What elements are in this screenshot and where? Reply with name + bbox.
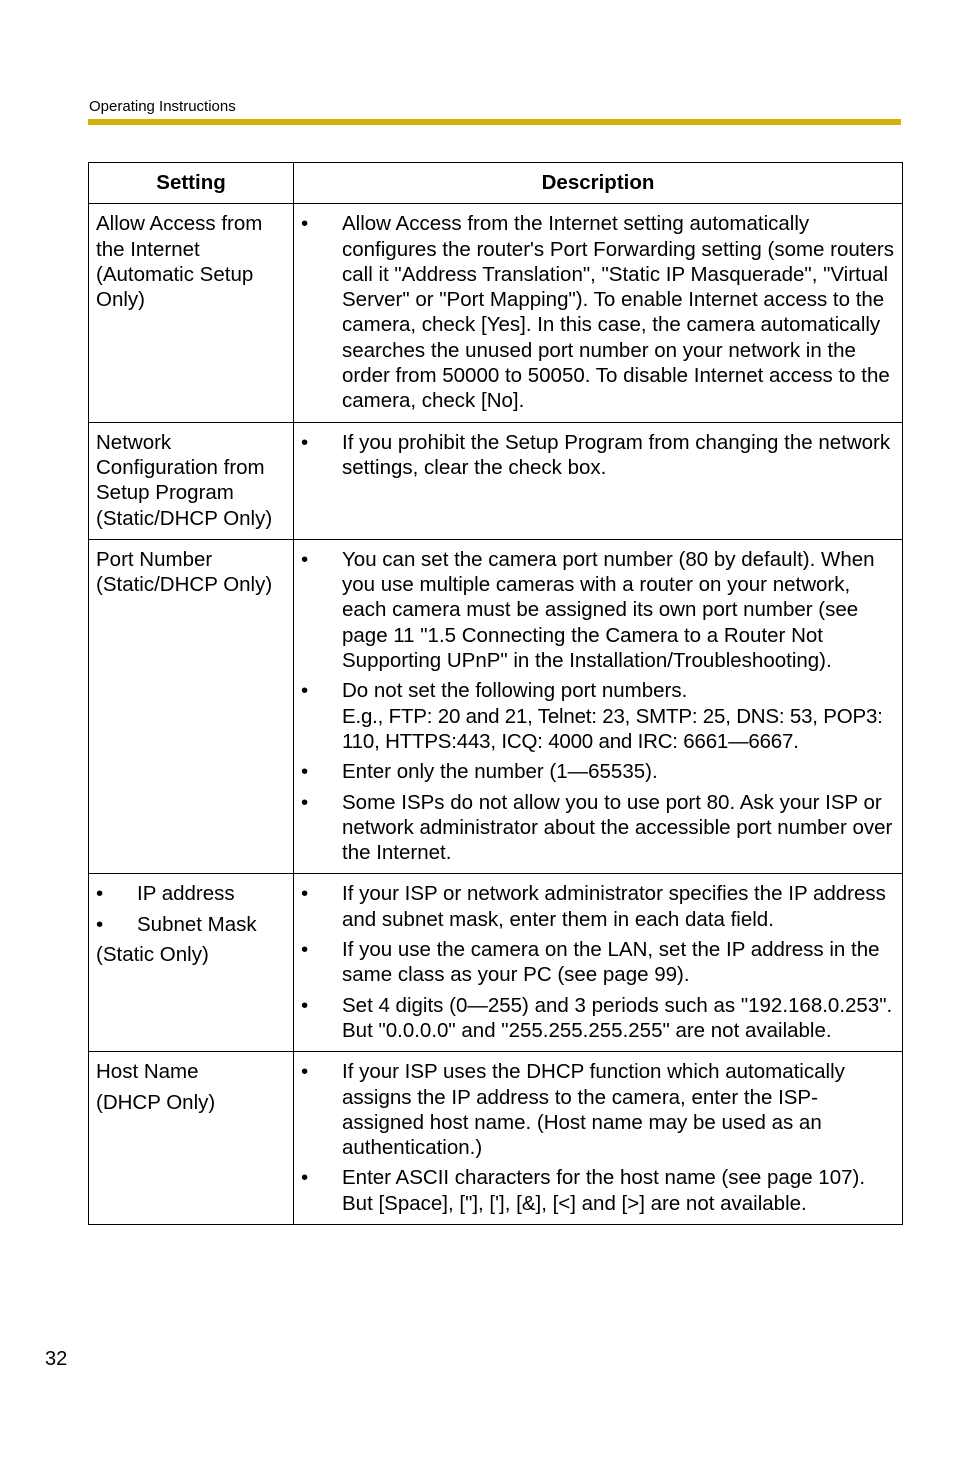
setting-name-line: Network <box>96 430 172 454</box>
bullet-icon: • <box>301 790 309 814</box>
table-row <box>89 1052 903 1225</box>
bullet-icon: • <box>301 938 309 962</box>
description-cell <box>294 422 903 539</box>
setting-list <box>96 881 287 937</box>
setting-name-line: Allow Access from <box>96 212 263 236</box>
description-list <box>301 881 896 1043</box>
setting-name-line: Configuration from <box>96 455 265 479</box>
description-text: Enter only the number (1—65535). <box>342 760 658 784</box>
bullet-icon: • <box>301 1166 309 1190</box>
table-row <box>89 422 903 539</box>
port-example-text: E.g., FTP: 20 and 21, Telnet: 23, SMTP: 25, DNS: 53, POP3: 110, HTTPS:443, ICQ: 4000 and IRC: 6661—6667. <box>342 704 883 753</box>
description-text: Enter ASCII characters for the host name (see page 107). But [Space], ["], ['], [&], [<] and [>] are not available. <box>342 1166 866 1215</box>
setting-note: (DHCP Only) <box>96 1090 216 1114</box>
description-item <box>301 1165 896 1216</box>
description-list <box>301 1059 896 1216</box>
description-cell <box>294 204 903 422</box>
setting-name-line: Host Name <box>96 1060 199 1084</box>
description-list <box>301 430 896 481</box>
description-text: You can set the camera port number (80 by default). When you use multiple cameras with a router on your network, each camera must be assigned its own port number (see page 11 "1.5 Connecting the Camera to a Router Not Supporting UPnP" in the Installation/Troubleshooting). <box>342 547 875 673</box>
setting-list-item <box>96 912 287 937</box>
description-item <box>301 759 896 784</box>
description-text: Allow Access from the Internet setting automatically configures the router's Port Forwarding setting (some routers call it "Address Translation", "Static IP Masquerade", "Virtual Server" or "Port Mapping"). To enable Internet access to the camera, check [Yes]. In this case, the camera automatically searches the unused port number on your network in the order from 50000 to 50050. To disable Internet access to the camera, check [No]. <box>342 212 894 413</box>
description-item <box>301 937 896 988</box>
setting-name-line: the Internet <box>96 237 200 261</box>
bullet-icon: • <box>301 993 309 1017</box>
setting-cell <box>89 1052 294 1225</box>
setting-name-line: Only) <box>96 288 145 312</box>
description-text: Do not set the following port numbers. <box>342 679 688 703</box>
description-text: If your ISP or network administrator specifies the IP address and subnet mask, enter them in each data field. <box>342 882 886 931</box>
header-rule <box>88 119 901 125</box>
bullet-icon: • <box>301 430 309 454</box>
description-item <box>301 211 896 413</box>
bullet-icon: • <box>96 882 104 906</box>
description-item <box>301 678 896 754</box>
setting-name-line: (Automatic Setup <box>96 262 254 286</box>
description-list <box>301 547 896 866</box>
description-item <box>301 430 896 481</box>
setting-list-item <box>96 881 287 906</box>
setting-name-line: Port Number <box>96 547 213 571</box>
setting-name-line: (Static/DHCP Only) <box>96 573 273 597</box>
description-item <box>301 993 896 1044</box>
setting-cell <box>89 539 294 874</box>
setting-name: IP address <box>137 882 235 906</box>
description-text: If you prohibit the Setup Program from changing the network settings, clear the check box. <box>342 430 891 479</box>
column-header-setting: Setting <box>89 163 294 204</box>
table-row <box>89 874 903 1052</box>
description-item <box>301 790 896 866</box>
bullet-icon: • <box>301 212 309 236</box>
description-item <box>301 547 896 673</box>
setting-cell <box>89 874 294 1052</box>
table-header-row <box>89 163 903 204</box>
description-cell <box>294 1052 903 1225</box>
column-header-description: Description <box>294 163 903 204</box>
table-row <box>89 539 903 874</box>
setting-cell <box>89 422 294 539</box>
description-text: Set 4 digits (0—255) and 3 periods such as "192.168.0.253". But "0.0.0.0" and "255.255.255.255" are not available. <box>342 993 893 1042</box>
setting-cell <box>89 204 294 422</box>
description-item <box>301 1059 896 1160</box>
description-text: Some ISPs do not allow you to use port 80. Ask your ISP or network administrator about the accessible port number over the Internet. <box>342 790 893 865</box>
page-number: 32 <box>45 1348 68 1370</box>
description-text: If you use the camera on the LAN, set the IP address in the same class as your PC (see page 99). <box>342 938 880 987</box>
bullet-icon: • <box>301 882 309 906</box>
bullet-icon: • <box>301 1060 309 1084</box>
description-list <box>301 211 896 413</box>
bullet-icon: • <box>301 679 309 703</box>
bullet-icon: • <box>301 760 309 784</box>
settings-table <box>88 162 903 1225</box>
section-header-label: Operating Instructions <box>89 98 236 115</box>
setting-note: (Static Only) <box>96 943 209 967</box>
setting-name-line: Setup Program <box>96 481 234 505</box>
setting-name: Subnet Mask <box>137 912 257 936</box>
description-cell <box>294 539 903 874</box>
description-item <box>301 881 896 932</box>
description-text: If your ISP uses the DHCP function which automatically assigns the IP address to the camera, enter the ISP-assigned host name. (Host name may be used as an authentication.) <box>342 1060 845 1160</box>
table-row <box>89 204 903 422</box>
bullet-icon: • <box>301 547 309 571</box>
bullet-icon: • <box>96 912 104 936</box>
setting-name-line: (Static/DHCP Only) <box>96 506 273 530</box>
description-cell <box>294 874 903 1052</box>
